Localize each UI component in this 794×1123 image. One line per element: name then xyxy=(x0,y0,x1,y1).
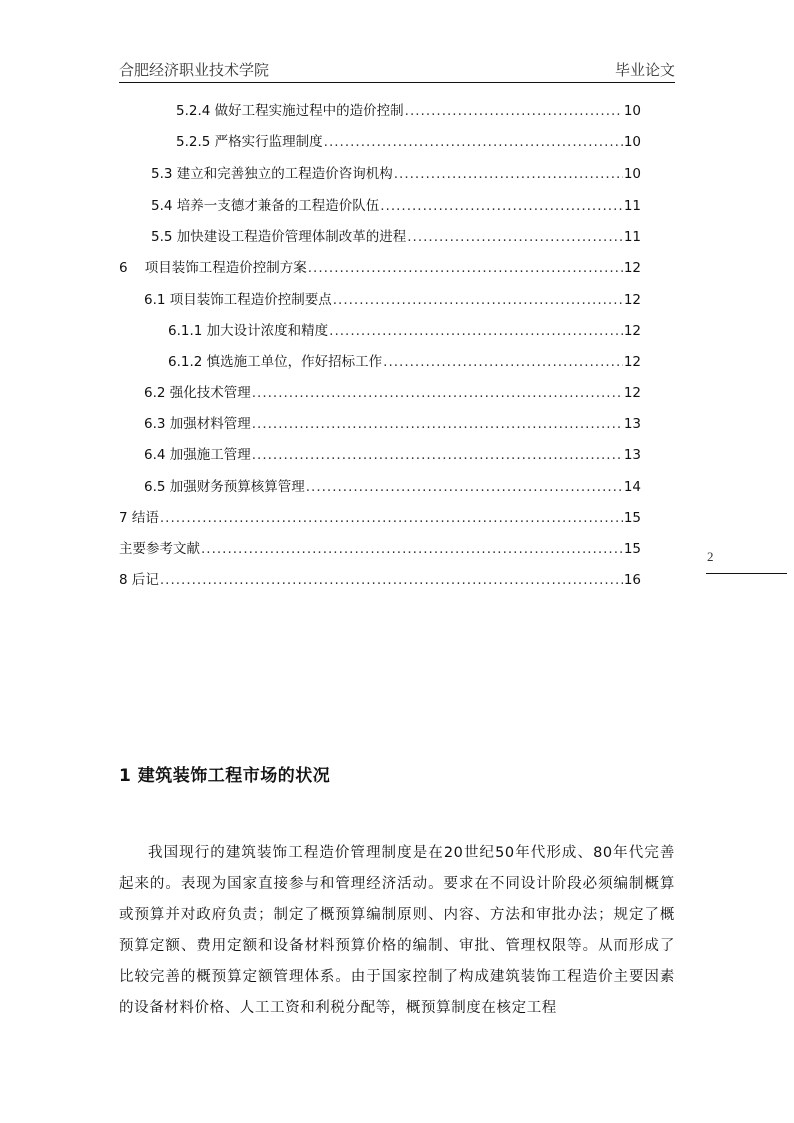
toc-entry-title: 主要参考文献 xyxy=(119,541,200,557)
toc-entry[interactable] xyxy=(144,414,641,434)
toc-entry[interactable] xyxy=(151,227,641,247)
toc-entry-title: 强化技术管理 xyxy=(169,385,251,401)
toc-entry-number: 6.4 xyxy=(144,447,170,463)
toc-entry-number: 6.1 xyxy=(144,292,170,308)
toc-entry[interactable] xyxy=(176,132,641,152)
toc-entry-number: 7 xyxy=(119,510,132,526)
toc-entry-page: 14 xyxy=(623,479,641,495)
header-institution: 合肥经济职业技术学院 xyxy=(119,61,270,79)
toc-entry-title: 加强财务预算核算管理 xyxy=(169,479,305,495)
toc-entry-page: 12 xyxy=(623,260,641,276)
toc-entry-title: 做好工程实施过程中的造价控制 xyxy=(214,103,404,119)
toc-leader-dots xyxy=(252,445,623,465)
toc-leader-dots xyxy=(333,290,623,310)
toc-entry-title: 加大设计浓度和精度 xyxy=(206,323,329,339)
page-number: 2 xyxy=(707,549,714,564)
body-paragraph: 我国现行的建筑装饰工程造价管理制度是在20世纪50年代形成、80年代完善起来的。表现为国家直接参与和管理经济活动。要求在不同设计阶段必须编制概算或预算并对政府负责；制定了概预算编制原则、内容、方法和审批办法；规定了概预算定额、费用定额和设备材料预算价格的编制、审批、管理权限等。从而形成了比较完善的概预算定额管理体系。由于国家控制了构成建筑装饰工程造价主要因素的设备材料价格、人工工资和利税分配等，概预算制度在核定工程 xyxy=(119,845,675,1016)
page-header xyxy=(119,56,675,83)
toc-entry-number: 6 xyxy=(119,260,145,276)
toc-entry-title: 加快建设工程造价管理体制改革的进程 xyxy=(176,229,407,245)
toc-entry-page: 12 xyxy=(623,354,641,370)
toc-entry-number: 5.4 xyxy=(151,198,177,214)
toc-leader-dots xyxy=(383,352,623,372)
toc-leader-dots xyxy=(324,132,623,152)
toc-entry[interactable] xyxy=(168,321,641,341)
toc-entry[interactable] xyxy=(119,570,641,590)
toc-entry[interactable] xyxy=(151,164,641,184)
toc-entry[interactable] xyxy=(144,445,641,465)
toc-leader-dots xyxy=(380,196,623,216)
toc-entry-page: 10 xyxy=(623,166,641,182)
section-heading: 1 建筑装饰工程市场的状况 xyxy=(119,766,331,786)
toc-leader-dots xyxy=(160,570,623,590)
toc-entry-page: 13 xyxy=(623,447,641,463)
toc-entry-number: 6.3 xyxy=(144,416,170,432)
toc-entry-page: 12 xyxy=(623,292,641,308)
toc-entry-number: 5.5 xyxy=(151,229,177,245)
toc-leader-dots xyxy=(252,383,623,403)
toc-entry-number: 6.2 xyxy=(144,385,170,401)
toc-entry[interactable] xyxy=(144,383,641,403)
toc-entry-number: 6.1.2 xyxy=(168,354,207,370)
header-doc-type: 毕业论文 xyxy=(614,61,675,79)
toc-entry[interactable] xyxy=(119,258,641,278)
toc-entry-title: 项目装饰工程造价控制要点 xyxy=(169,292,332,308)
toc-leader-dots xyxy=(329,321,623,341)
toc-entry-title: 项目装饰工程造价控制方案 xyxy=(144,260,307,276)
toc-entry-page: 16 xyxy=(623,572,641,588)
toc-leader-dots xyxy=(405,101,623,121)
toc-entry-number: 5.2.5 xyxy=(176,134,215,150)
toc-entry-number: 8 xyxy=(119,572,132,588)
toc-entry[interactable] xyxy=(151,196,641,216)
toc-entry[interactable] xyxy=(144,477,641,497)
toc-entry-title: 培养一支德才兼备的工程造价队伍 xyxy=(176,198,380,214)
toc-entry-page: 10 xyxy=(623,134,641,150)
toc-entry-page: 12 xyxy=(623,385,641,401)
toc-entry-title: 加强材料管理 xyxy=(169,416,251,432)
toc-entry-page: 15 xyxy=(623,541,641,557)
toc-entry-page: 15 xyxy=(623,510,641,526)
toc-entry-title: 建立和完善独立的工程造价咨询机构 xyxy=(176,166,393,182)
toc-entry[interactable] xyxy=(168,352,641,372)
toc-entry-title: 加强施工管理 xyxy=(169,447,251,463)
toc-entry-page: 12 xyxy=(623,323,641,339)
toc-leader-dots xyxy=(394,164,623,184)
page-number-rule xyxy=(706,573,787,574)
toc-leader-dots xyxy=(201,539,623,559)
toc-leader-dots xyxy=(407,227,623,247)
toc-entry-number: 5.3 xyxy=(151,166,177,182)
toc-leader-dots xyxy=(308,258,623,278)
toc-leader-dots xyxy=(306,477,623,497)
toc-entry-page: 11 xyxy=(623,198,641,214)
toc-entry-number: 6.1.1 xyxy=(168,323,207,339)
toc-entry-title: 慎选施工单位，作好招标工作 xyxy=(206,354,383,370)
toc-entry[interactable] xyxy=(119,508,641,528)
toc-entry-title: 严格实行监理制度 xyxy=(214,134,323,150)
toc-entry-number: 6.5 xyxy=(144,479,170,495)
toc-leader-dots xyxy=(160,508,623,528)
toc-entry-number: 5.2.4 xyxy=(176,103,215,119)
toc-entry[interactable] xyxy=(119,539,641,559)
toc-entry[interactable] xyxy=(144,290,641,310)
toc-leader-dots xyxy=(252,414,623,434)
toc-entry-page: 13 xyxy=(623,416,641,432)
toc-entry[interactable] xyxy=(176,101,641,121)
toc-entry-page: 11 xyxy=(623,229,641,245)
toc-entry-title: 结语 xyxy=(131,510,159,526)
toc-entry-title: 后记 xyxy=(131,572,159,588)
toc-entry-page: 10 xyxy=(623,103,641,119)
